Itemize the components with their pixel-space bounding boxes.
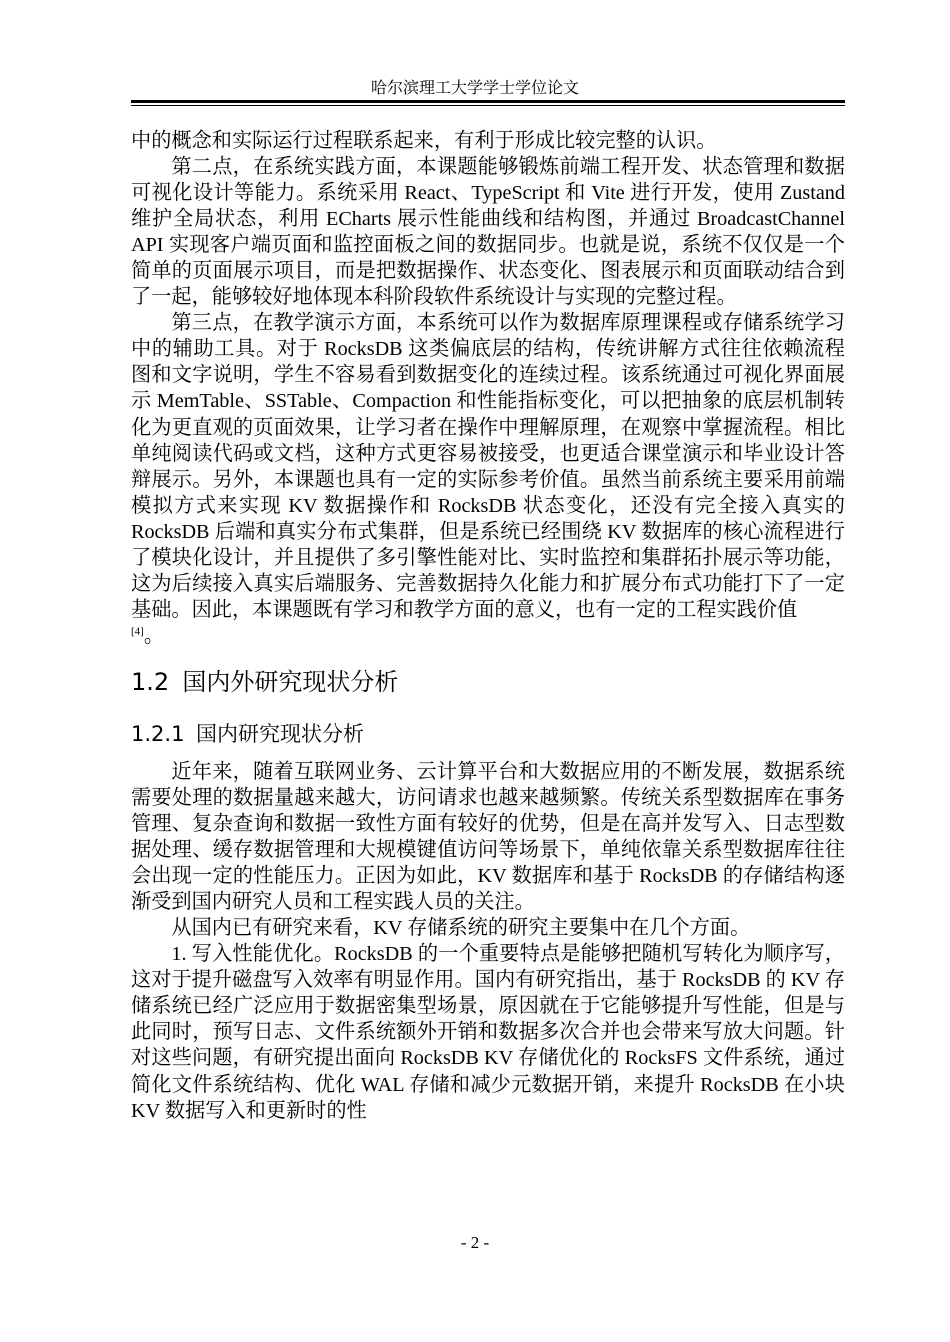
body-text	[131, 128, 845, 1124]
paragraph: 从国内已有研究来看，KV 存储系统的研究主要集中在几个方面。	[171, 917, 751, 940]
paragraph: 近年来，随着互联网业务、云计算平台和大数据应用的不断发展，数据系统需要处理的数据量越来越大，访问请求也越来越频繁。传统关系型数据库在事务管理、复杂查询和数据一致性方面有较好的优势，但是在高并发写入、日志型数据处理、缓存数据管理和大规模键值访问等场景下，单纯依靠关系型数据库往往会出现一定的性能压力。正因为如此，KV 数据库和基于 RocksDB 的存储结构逐渐受到国内研究人员和工程实践人员的关注。	[131, 760, 845, 914]
paragraph	[131, 310, 845, 649]
header-rule-thick	[131, 100, 845, 103]
paragraph: 1. 写入性能优化。RocksDB 的一个重要特点是能够把随机写转化为顺序写，这对于提升磁盘写入效率有明显作用。国内有研究指出，基于 RocksDB 的 KV 存储系统已经广泛应用于数据密集型场景，原因就在于它能够提升写性能，但是与此同时，预写日志、文件系统额外开销和数据多次合并也会带来写放大问题。针对这些问题，有研究提出面向 RocksDB KV 存储优化的 RocksFS 文件系统，通过简化文件系统结构、优化 WAL 存储和减少元数据开销，来提升 RocksDB 在小块 KV 数据写入和更新时的性	[131, 943, 845, 1122]
subsection-number: 1.2.1	[131, 721, 185, 746]
subsection-title: 国内研究现状分析	[195, 721, 364, 746]
section-number: 1.2	[131, 667, 170, 696]
paragraph: 中的概念和实际运行过程联系起来，有利于形成比较完整的认识。	[131, 130, 717, 152]
page-number: - 2 -	[460, 1233, 490, 1252]
running-header: 哈尔滨理工大学学士学位论文	[370, 78, 579, 97]
section-heading	[131, 665, 845, 711]
section-title: 国内外研究现状分析	[182, 667, 399, 696]
paragraph-end-punct: 。	[143, 624, 165, 647]
citation-ref: [4]	[131, 625, 144, 638]
paragraph: 第二点，在系统实践方面，本课题能够锻炼前端工程开发、状态管理和数据可视化设计等能力。系统采用 React、TypeScript 和 Vite 进行开发，使用 Zustand 维护全局状态，利用 ECharts 展示性能曲线和结构图，并通过 BroadcastChannel API 实现客户端页面和监控面板之间的数据同步。也就是说，系统不仅仅是一个简单的页面展示项目，而是把数据操作、状态变化、图表展示和页面联动结合到了一起，能够较好地体现本科阶段软件系统设计与实现的完整过程。	[131, 156, 845, 309]
header-rule-thin	[131, 105, 845, 106]
subsection-heading	[131, 719, 845, 759]
paragraph-text: 第三点，在教学演示方面，本系统可以作为数据库原理课程或存储系统学习中的辅助工具。对于 RocksDB 这类偏底层的结构，传统讲解方式往往依赖流程图和文字说明，学生不容易看到数据变化的连续过程。该系统通过可视化界面展示 MemTable、SSTable、Compaction 和性能指标变化，可以把抽象的底层机制转化为更直观的页面效果，让学习者在操作中理解原理，在观察中掌握流程。相比单纯阅读代码或文档，这种方式更容易被接受，也更适合课堂演示和毕业设计答辩展示。另外，本课题也具有一定的实际参考价值。虽然当前系统主要采用前端模拟方式来实现 KV 数据操作和 RocksDB 状态变化，还没有完全接入真实的 RocksDB 后端和真实分布式集群，但是系统已经围绕 KV 数据库的核心流程进行了模块化设计，并且提供了多引擎性能对比、实时监控和集群拓扑展示等功能，这为后续接入真实后端服务、完善数据持久化能力和扩展分布式功能打下了一定基础。因此，本课题既有学习和教学方面的意义，也有一定的工程实践价值	[131, 312, 845, 621]
